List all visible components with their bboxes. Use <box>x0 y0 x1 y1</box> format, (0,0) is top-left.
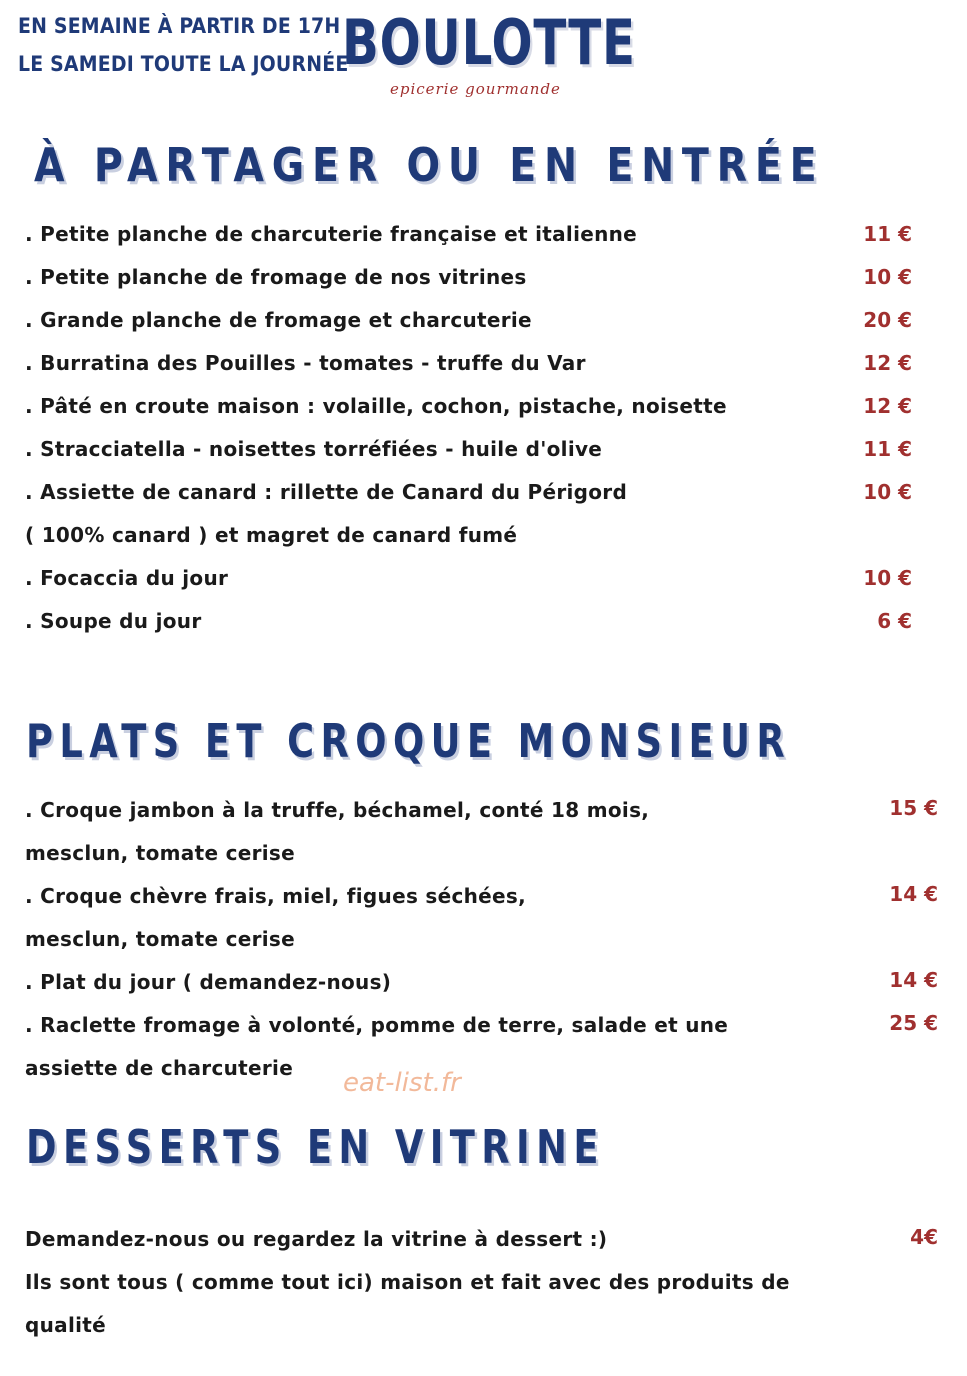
menu-item-continuation: assiette de charcuterie <box>25 1056 294 1080</box>
menu-item: . Plat du jour ( demandez-nous) <box>25 970 392 994</box>
menu-item-price: 10 € <box>863 566 912 590</box>
menu-item-price: 6 € <box>877 609 912 633</box>
hours-weekday: EN SEMAINE À PARTIR DE 17H <box>18 14 341 38</box>
menu-item-price: 14 € <box>889 882 938 906</box>
menu-item-price: 12 € <box>863 394 912 418</box>
menu-item-price: 10 € <box>863 265 912 289</box>
menu-item-price: 12 € <box>863 351 912 375</box>
menu-item: . Assiette de canard : rillette de Canard du Périgord <box>25 480 628 504</box>
menu-item: . Petite planche de fromage de nos vitrines <box>25 265 527 289</box>
section-title-mains: PLATS ET CROQUE MONSIEUR <box>26 714 792 768</box>
section-title-desserts: DESSERTS EN VITRINE <box>26 1120 605 1174</box>
menu-item: . Petite planche de charcuterie française et italienne <box>25 222 638 246</box>
menu-item-price: 14 € <box>889 968 938 992</box>
menu-item-continuation: mesclun, tomate cerise <box>25 927 295 951</box>
menu-item: . Focaccia du jour <box>25 566 229 590</box>
menu-item: . Burratina des Pouilles - tomates - truffe du Var <box>25 351 586 375</box>
menu-item: . Croque jambon à la truffe, béchamel, conté 18 mois, <box>25 798 650 822</box>
menu-item: . Croque chèvre frais, miel, figues séchées, <box>25 884 527 908</box>
menu-item-price: 15 € <box>889 796 938 820</box>
menu-item-price: 20 € <box>863 308 912 332</box>
menu-item: . Raclette fromage à volonté, pomme de terre, salade et une <box>25 1013 729 1037</box>
menu-item-price: 25 € <box>889 1011 938 1035</box>
hours-saturday: LE SAMEDI TOUTE LA JOURNÉE <box>18 52 349 76</box>
menu-item-continuation: mesclun, tomate cerise <box>25 841 295 865</box>
menu-item-note: qualité <box>25 1313 106 1337</box>
menu-item: . Stracciatella - noisettes torréfiées - huile d'olive <box>25 437 603 461</box>
menu-item-price: 4€ <box>910 1225 938 1249</box>
menu-item: . Pâté en croute maison : volaille, cochon, pistache, noisette <box>25 394 727 418</box>
menu-item-price: 11 € <box>863 437 912 461</box>
section-title-starters: À PARTAGER OU EN ENTRÉE <box>34 138 825 192</box>
brand-logo: BOULOTTE <box>342 6 636 79</box>
menu-item: . Grande planche de fromage et charcuterie <box>25 308 532 332</box>
menu-item-price: 11 € <box>863 222 912 246</box>
menu-item: Demandez-nous ou regardez la vitrine à dessert :) <box>25 1227 608 1251</box>
menu-item: . Soupe du jour <box>25 609 202 633</box>
menu-item-note: Ils sont tous ( comme tout ici) maison et fait avec des produits de <box>25 1270 790 1294</box>
brand-tagline: epicerie gourmande <box>390 80 561 98</box>
menu-item-price: 10 € <box>863 480 912 504</box>
menu-item-continuation: ( 100% canard ) et magret de canard fumé <box>25 523 518 547</box>
watermark: eat-list.fr <box>343 1068 461 1098</box>
